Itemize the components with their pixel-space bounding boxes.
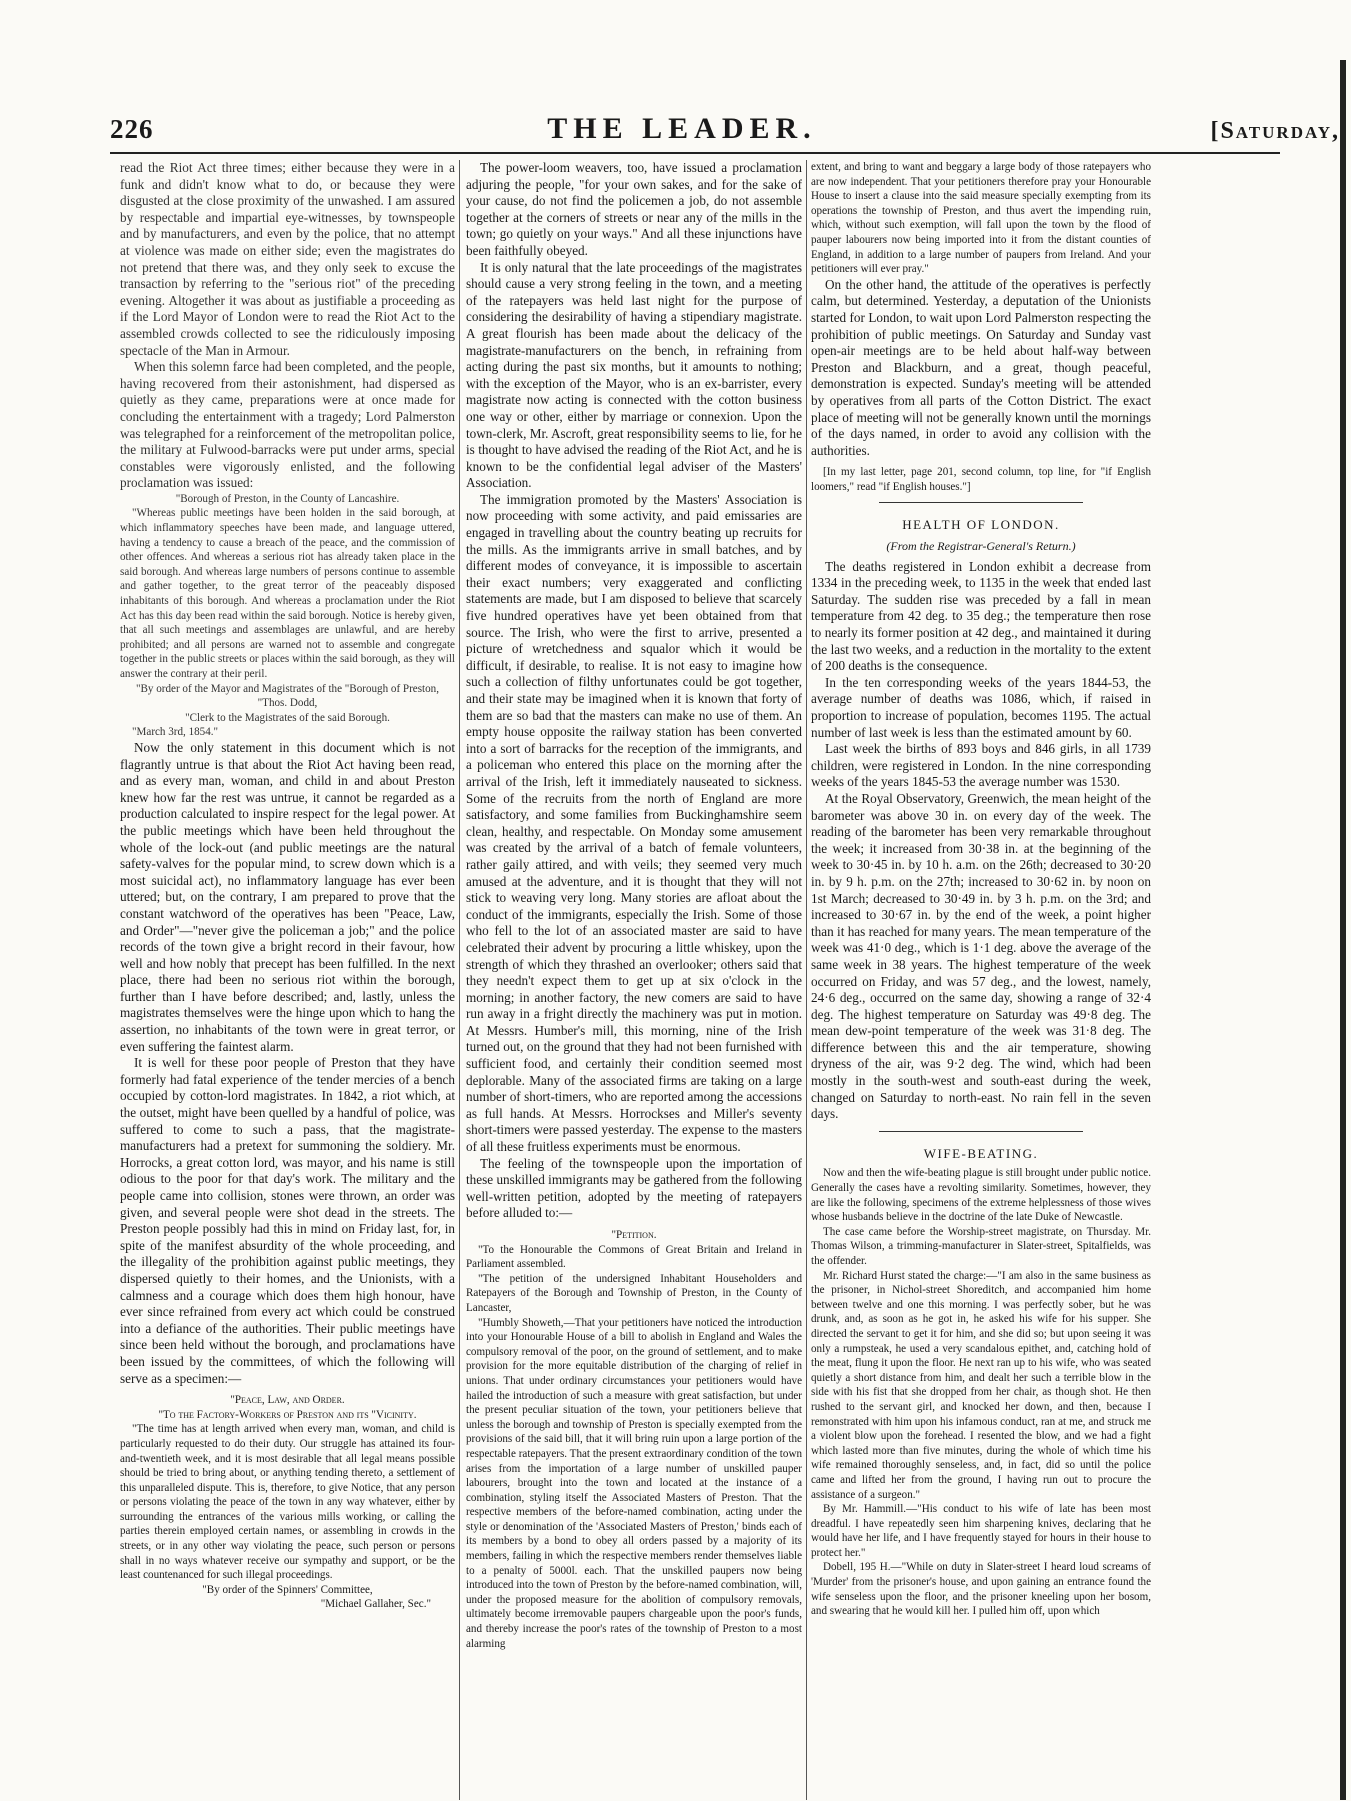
notice-signature: "Michael Gallaher, Sec." (320, 1598, 431, 1611)
petition-address: "To the Honourable the Commons of Great Britain and Ireland in Parliament assembled. (466, 1243, 802, 1271)
masthead-rule (110, 152, 1280, 154)
petition-para: "The petition of the undersigned Inhabitant Householders and Ratepayers of the Borough and Township of Preston, in the County of Lancaster, (466, 1272, 802, 1314)
wife-para: Dobell, 195 H.—"While on duty in Slater-street I heard loud screams of 'Murder' from the prisoner's house, and upon gaining an entrance found the wife senseless upon the floor, and the prisoner kneeling upon her bosom, and swearing that he would kill her. I pulled him off, upon which (811, 1561, 1151, 1618)
col1-para: Now the only statement in this document which is not flagrantly untrue is that about the Riot Act having been read, and as every man, woman, and child in and about Preston knew how far the rest was untrue, it cannot be regarded as a production calculated to inspire respect for the legal power. At the public meetings which have been held throughout the whole of the lock-out (and public meetings are the natural safety-valves for the popular mind, to screw down which is a most suicidal act), no inflammatory language has ever been uttered; but, on the contrary, I am prepared to prove that the constant watchword of the operatives has been "Peace, Law, and Order"—"never give the policeman a job;" and the police records of the town give a bright record in their favour, how well and how nobly that precept has been fulfilled. In the next place, there had been no serious riot within the borough, further than I have before described; and, lastly, unless the magistrates themselves were the hinge upon which to hang the assertion, no inhabitants of the town were in great terror, or even suffering the faintest alarm. (120, 739, 455, 1054)
proclamation-body: "Whereas public meetings have been holden in the said borough, at which inflammatory speeches have been made, and language uttered, having a tendency to cause a breach of the peace, and the commission of other offences. And whereas a serious riot has already taken place in the said borough. And whereas large numbers of persons continue to assemble and gather together, to the great terror of the peaceably disposed inhabitants of this borough. And whereas a proclamation under the Riot Act has this day been read within the said borough. Notice is hereby given, that all such meetings and assemblages are unlawful, and are hereby prohibited; and all persons are warned not to assemble and congregate together in the public streets or places within the said borough, as they will answer the contrary at their peril. (120, 507, 455, 680)
section-separator (879, 502, 1083, 503)
health-heading: HEALTH OF LONDON. (902, 517, 1060, 533)
col3-para: On the other hand, the attitude of the operatives is perfectly calm, but determined. Yesterday, a deputation of the Unionists started for London, to wait upon Lord Palmerston respecting the prohibition of public meetings. On Saturday and Sunday vast open-air meetings are to be held about half-way between Preston and Blackburn, and a great, though peaceful, demonstration is expected. Sunday's meeting will be attended by operatives from all parts of the Cotton District. The exact place of meeting will not be generally known until the mornings of the days named, in order to avoid any collision with the authorities. (811, 276, 1151, 458)
col1-para: It is well for these poor people of Preston that they have formerly had fatal experience of the tender mercies of a bench occupied by cotton-lord magistrates. In 1842, a riot which, at the outset, might have been quelled by a handful of police, was suffered to come to such a pass, that the magistrate-manufacturers had a pretext for summoning the soldiery. Mr. Horrocks, a great cotton lord, was mayor, and his name is still odious to the poor for that day's work. The military and the people came into collision, stones were thrown, an order was given, and several people were shot dead in the streets. The Preston people possibly had this in mind on Friday last, for, in spite of the manifest absurdity of the whole proceeding, and the illegality of the prohibition against public meetings, they dispersed quietly to their homes, and the Unionists, with a calmness and a courage which does them high honour, have ever since refrained from every act which could be construed into a defiance of the authorities. Their public meetings have since been held without the borough, and proclamations have been issued by the committees, of which the following will serve as a specimen:— (120, 1055, 455, 1386)
health-para: Last week the births of 893 boys and 846 girls, in all 1739 children, were registered in London. In the nine corresponding weeks of the years 1845-53 the average number was 1530. (811, 741, 1151, 790)
petition-cont-para: extent, and bring to want and beggary a large body of those ratepayers who are now independent. That your petitioners therefore pray your Honourable House to insert a clause into the said measure specially exempting from its operations the township of Preston, and thus avert the impending ruin, which, without such exemption, will fall upon the town by the flood of pauper labourers now being imported into it from the distant counties of England, in addition to a large number of paupers from Ireland. And your petitioners will ever pray." (811, 161, 1151, 276)
page-edge (1340, 60, 1346, 1800)
proclamation-line: "Borough of Preston, in the County of Lancashire. (175, 492, 400, 505)
petition-para: "Humbly Showeth,—That your petitioners have noticed the introduction into your Honourable House of a bill to abolish in England and Wales the compulsory removal of the poor, on the ground of settlement, and to make provision for the more equitable distribution of the charging of relief in unions. That under ordinary circumstances your petitioners would have hailed the introduction of such a measure with great satisfaction, but under the present peculiar situation of the town, your petitioners believe that unless the borough and township of Preston is specially exempted from the provisions of the said bill, that it will bring ruin upon a large portion of the respectable ratepayers. That the present extraordinary condition of the town arises from the importation of a large number of unskilled pauper labourers, brought into the town and located at the instance of a combination, styling itself the Associated Masters of Preston. That the respective members of the before-named combination, acting under the style or denomination of the 'Associated Masters of Preston,' binds each of its members by a bond to obey all orders passed by a majority of its members, failing in which the respective members render themselves liable to a penalty of 5000l. each. That the unskilled paupers now being introduced into the town of Preston by the before-named combination, will, under the proposed measure for the abolition of compulsory removals, ultimately become irremovable paupers chargeable upon the poor's funds, and thereby increase the poor's rates of the township of Preston to a most alarming (466, 1316, 802, 1650)
column-2 (466, 160, 802, 1800)
wife-para: The case came before the Worship-street magistrate, on Thursday. Mr. Thomas Wilson, a trimming-manufacturer in Slater-street, Spitalfields, was the offender. (811, 1225, 1151, 1267)
proclamation-line: "Thos. Dodd, (257, 697, 318, 710)
petition-continued (811, 160, 1151, 277)
column-3 (811, 160, 1151, 1800)
masthead-day: [Saturday, (1210, 118, 1340, 144)
health-subheading: (From the Registrar-General's Return.) (886, 539, 1076, 554)
petition-title: "Petition. (611, 1229, 657, 1241)
column-divider-2 (806, 160, 807, 1800)
notice-body: "The time has at length arrived when every man, woman, and child is particularly requested to do their duty. Our struggle has attained its four-and-twentieth week, and it is most desirable that all legal means possible should be tried to bring about, or anything tending thereto, a settlement of this unparalleled dispute. This is, therefore, to give Notice, that any person or persons violating the peace of the town in any way whatever, either by surrounding the entrances of the various mills working, or calling the parties therein employed certain names, or assembling in crowds in the streets, or in any other way violating the peace, such person or persons shall in no ways whatever receive our sympathy and support, or be the least countenanced for such illegal proceedings. (120, 1423, 455, 1582)
col1-para: read the Riot Act three times; either because they were in a funk and didn't know what to do, or because they were disgusted at the close proximity of the unwashed. I am assured by respectable and impartial eye-witnesses, by townspeople and by manufacturers, and even by the police, that no attempt at violence was made on either side; even the magistrates do not pretend that there was, and they only seek to excuse the transaction by referring to the "serious riot" of the preceding evening. Altogether it was about as justifiable a proceeding as if the Lord Mayor of London were to read the Riot Act to the assembled crowds collected to see the ridiculously imposing spectacle of the Man in Armour. (120, 160, 455, 358)
proclamation-line: "By order of the Mayor and Magistrates of the "Borough of Preston, (136, 682, 439, 695)
col2-para: The immigration promoted by the Masters' Association is now proceeding with some activity, and paid emissaries are engaged in travelling about the country beating up recruits for the mills. As the immigrants arrive in small batches, and by different modes of conveyance, it is impossible to ascertain their exact numbers; very exaggerated and conflicting statements are made, but I am disposed to believe that scarcely five hundred operatives have yet been obtained from that source. The Irish, who were the first to arrive, presented a picture of wretchedness and squalor which it would be difficult, if desirable, to realise. It is not easy to imagine how such a collection of filthy unfortunates could be got together, and their state may be imagined when it is known that forty of them are so bad that the masters can make no use of them. An empty house opposite the railway station has been converted into a sort of barracks for the reception of the immigrants, and a policeman who entered this place on the morning after the arrival of the Irish, left it immediately nauseated to sickness. Some of the recruits from the north of England are more satisfactory, and some families from Buckinghamshire seem clean, healthy, and respectable. On Monday some amusement was created by the arrival of a batch of female volunteers, rather gaily attired, and with veils; they seemed very much amused at the adventure, and it is thought that they will not stick to weaving very long. Many stories are afloat about the conduct of the immigrants, especially the Irish. Some of those who fell to the lot of an associated master are said to have celebrated their advent by procuring a little whiskey, upon the strength of which they thrashed an overlooker; others said that they needn't expect them to get up at six o'clock in the morning; in another factory, the new comers are said to have run away in a fright directly the machinery was put in motion. At Messrs. Humber's mill, this morning, nine of the Irish turned out, on the ground that they had not been furnished with sufficient food, and certainly their condition seemed most deplorable. Many of the associated firms are taking on a large number of short-timers, who are reported among the accessions as full hands. At Messrs. Horrockses and Miller's seventy short-timers were passed yesterday. The expense to the masters of all these fruitless experiments must be enormous. (466, 491, 802, 1155)
proclamation-line: "Clerk to the Magistrates of the said Borough. (185, 711, 390, 724)
wife-beating-article (811, 1166, 1151, 1618)
proclamation (120, 492, 455, 740)
col1-para: When this solemn farce had been completed, and the people, having recovered from their astonishment, had dispersed as quietly as they came, preparations were at once made for concluding the entertainment with a tragedy; Lord Palmerston was telegraphed for a reinforcement of the metropolitan police, the military at Fulwood-barracks were put under arms, special constables were vigorously enlisted, and the following proclamation was issued: (120, 359, 455, 491)
wife-para: By Mr. Hammill.—"His conduct to his wife of late has been most dreadful. I have repeatedly seen him sharpening knives, declaring that he would have her life, and I have frequently stayed for hours in their house to protect her." (811, 1503, 1151, 1559)
masthead (110, 112, 1340, 148)
wife-para: Mr. Richard Hurst stated the charge:—"I am also in the same business as the prisoner, in Nichol-street Shoreditch, and accompanied him home between twelve and one this morning. I was perfectly sober, but he was drunk, and, as soon as he got in, he asked his wife for his supper. She directed the servant to get it for him, and she did so; but upon seeing it was only a rumpsteak, he used a very scandalous epithet, and, catching hold of the meat, flung it upon the floor. He next ran up to his wife, who was seated quietly a short distance from him, and dealt her such a terrible blow in the side with his fist that she dropped from her chair, as though shot. He then rushed to the servant girl, and knocked her down, and then, because I remonstrated with him upon his infamous conduct, ran at me, and struck me a violent blow upon the forehead. I resented the blow, and we had a fight which lasted more than five minutes, during the whole of which time his wife remained thoroughly senseless, and, in fact, did so until the police came and lifted her from the ground, I having run out to procure the assistance of a surgeon." (811, 1269, 1151, 1501)
col2-para: The feeling of the townspeople upon the importation of these unskilled immigrants may be gathered from the following well-written petition, adopted by the meeting of ratepayers before alluded to:— (466, 1155, 802, 1221)
page-number: 226 (110, 114, 154, 144)
newspaper-title: THE LEADER. (547, 112, 817, 145)
col2-para: It is only natural that the late proceedings of the magistrates should cause a very strong feeling in the town, and a meeting of the ratepayers was held last night for the purpose of considering the desirability of having a stipendiary magistrate. A great flourish has been made about the delicacy of the magistrate-manufacturers on the bench, in refraining from acting during the past six months, but it amounts to nothing; with the exception of the Mayor, who is an ex-barrister, every magistrate now acting is connected with the cotton business one way or other, either by marriage or connexion. Upon the town-clerk, Mr. Ascroft, great responsibility seems to lie, for he is thought to have advised the reading of the Riot Act, and he is known to be the confidential legal adviser of the Masters' Association. (466, 259, 802, 491)
column-1 (120, 160, 455, 1800)
notice-address: "To the Factory-Workers of Preston and its "Vicinity. (158, 1408, 417, 1421)
notice-signature: "By order of the Spinners' Committee, (202, 1583, 373, 1596)
erratum-text: [In my last letter, page 201, second column, top line, for "if English loomers," read "if English houses."] (811, 466, 1151, 493)
wife-beating-heading: WIFE-BEATING. (923, 1145, 1039, 1161)
notice (120, 1393, 455, 1612)
proclamation-line: "March 3rd, 1854." (132, 726, 219, 739)
wife-para: Now and then the wife-beating plague is still brought under public notice. Generally the cases have a revolting similarity. Sometimes, however, they are like the following, specimens of the extreme helplessness of those wives whose husbands believe in the doctrine of the late Duke of Newcastle. (811, 1167, 1151, 1224)
column-divider-1 (459, 160, 460, 1800)
notice-title: "Peace, Law, and Order. (230, 1394, 345, 1407)
health-para: In the ten corresponding weeks of the years 1844-53, the average number of deaths was 1086, which, if raised in proportion to increase of population, becomes 1195. The actual number of last week is less than the estimated amount by 60. (811, 674, 1151, 740)
col2-para: The power-loom weavers, too, have issued a proclamation adjuring the people, "for your own sakes, and for the sake of your cause, do not find the policemen a job, do not assemble together at the corners of streets or near any of the mills in the town; go quietly on your ways." And all these injunctions have been faithfully obeyed. (466, 160, 802, 258)
petition (466, 1228, 802, 1651)
section-separator (879, 1131, 1083, 1132)
erratum (811, 465, 1151, 494)
health-para: The deaths registered in London exhibit a decrease from 1334 in the preceding week, to 1135 in the week that ended last Saturday. The sudden rise was preceded by a fall in mean temperature from 42 deg. to 35 deg.; the temperature then rose to nearly its former position at 42 deg., and maintained it during the last two weeks, and a reduction in the mortality to the extent of 200 deaths is the consequence. (811, 558, 1151, 674)
health-para: At the Royal Observatory, Greenwich, the mean height of the barometer was above 30 in. on every day of the week. The reading of the barometer has been very remarkable throughout the week; it increased from 30·38 in. at the beginning of the week to 30·45 in. by 10 h. a.m. on the 26th; decreased to 30·20 in. by 9 h. p.m. on the 27th; increased to 30·62 in. by noon on 1st March; decreased to 30·49 in. by 3 h. p.m. on the 3rd; and increased to 30·67 in. by the end of the week, a point higher than it has reached for many years. The mean temperature of the week was 41·0 deg., which is 1·1 deg. above the average of the same week in 38 years. The highest temperature of the week occurred on Friday, and was 57 deg., and the lowest, namely, 24·6 deg., occurred on the same day, showing a range of 32·4 deg. The highest temperature on Saturday was 49·8 deg. The mean dew-point temperature of the week was 31·8 deg. The difference between this and the air temperature, showing dryness of the air, was 9·2 deg. The wind, which had been mostly in the south-west and south-east during the week, changed on Saturday to north-east. No rain fell in the seven days. (811, 790, 1151, 1122)
